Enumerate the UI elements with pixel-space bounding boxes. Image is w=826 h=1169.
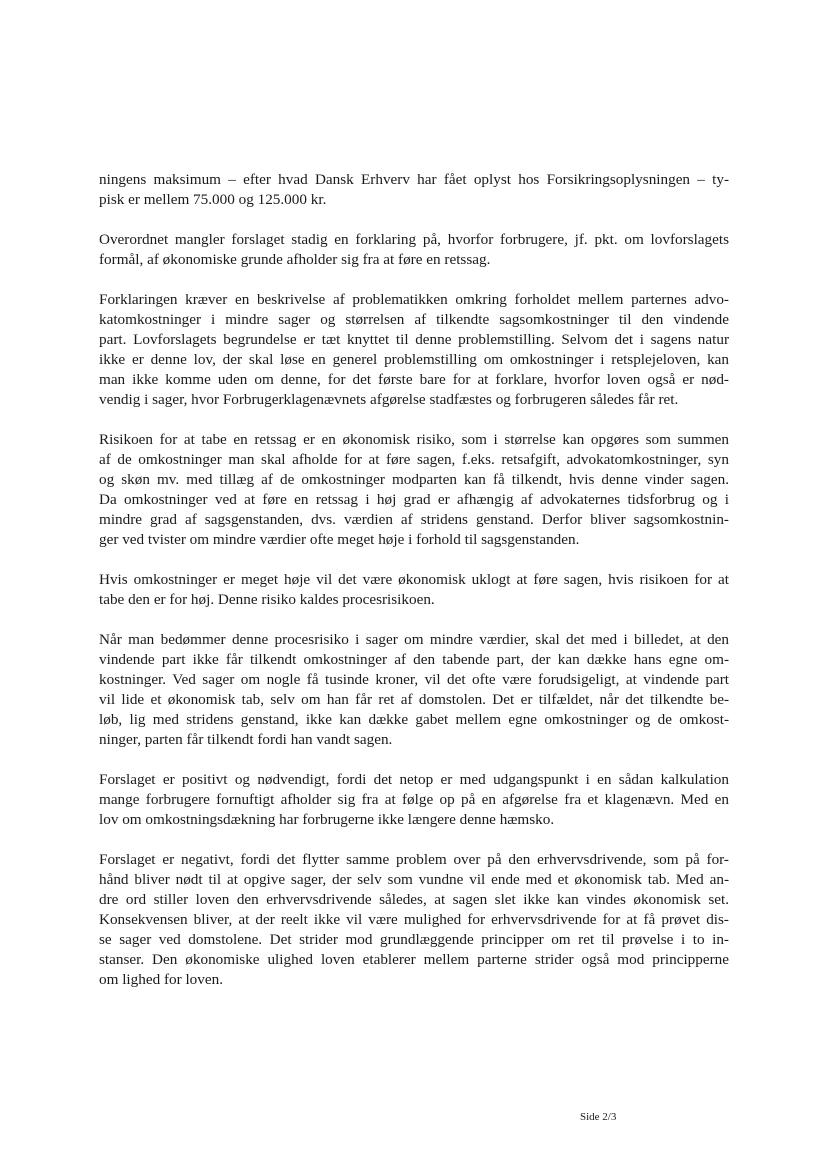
paragraph — [99, 170, 729, 210]
text-line: dre ord stiller loven den erhvervsdrivende således, at sagen slet ikke kan vindes økonomisk set. — [99, 891, 729, 908]
text-line: ger ved tvister om mindre værdier ofte meget høje i forhold til sagsgenstanden. — [99, 531, 580, 548]
text-line: og skøn mv. med tillæg af de omkostninger modparten kan få tilkendt, hvis denne vinder sagen. — [99, 471, 729, 488]
text-line: kostninger. Ved sager om nogle få tusinde kroner, vil det ofte være forudsigeligt, at vindende part — [99, 671, 729, 688]
page-number: Side 2/3 — [580, 1111, 617, 1123]
text-line: Når man bedømmer denne procesrisiko i sager om mindre værdier, skal det med i billedet, at den — [99, 631, 729, 648]
paragraph — [99, 290, 729, 410]
paragraph — [99, 770, 729, 830]
text-line: vindende part ikke får tilkendt omkostninger af den tabende part, der kan dække hans egne om- — [99, 651, 729, 668]
text-line: part. Lovforslagets begrundelse er tæt knyttet til denne problemstilling. Selvom det i sagens natur — [99, 331, 729, 348]
text-line: ninger, parten får tilkendt fordi han vandt sagen. — [99, 731, 393, 748]
paragraph — [99, 430, 729, 550]
paragraph — [99, 630, 729, 750]
text-line: pisk er mellem 75.000 og 125.000 kr. — [99, 191, 327, 208]
text-line: man ikke komme uden om denne, for det første bare for at forklare, hvorfor loven også er nød- — [99, 371, 729, 388]
text-line: Overordnet mangler forslaget stadig en forklaring på, hvorfor forbrugere, jf. pkt. om lovforslagets — [99, 231, 729, 248]
text-line: mindre grad af sagsgenstanden, dvs. værdien af stridens genstand. Derfor bliver sagsomkostnin- — [99, 511, 729, 528]
text-line: Forslaget er positivt og nødvendigt, fordi det netop er med udgangspunkt i en sådan kalkulation — [99, 771, 729, 788]
text-line: Hvis omkostninger er meget høje vil det være økonomisk uklogt at føre sagen, hvis risikoen for at — [99, 571, 729, 588]
text-line: ningens maksimum – efter hvad Dansk Erhverv har fået oplyst hos Forsikringsoplysningen – ty- — [99, 171, 729, 188]
text-line: hånd bliver nødt til at opgive sager, der selv som vundne vil ende med et økonomisk tab. Med an- — [99, 871, 729, 888]
document-body — [99, 170, 729, 1010]
text-line: lov om omkostningsdækning har forbrugerne ikke længere denne hæmsko. — [99, 811, 555, 828]
text-line: om lighed for loven. — [99, 971, 224, 988]
text-line: mange forbrugere fornuftigt afholder sig fra at følge op på en afgørelse fra et klagenævn. Med en — [99, 791, 729, 808]
text-line: stanser. Den økonomiske ulighed loven etablerer mellem parterne strider også mod principperne — [99, 951, 729, 968]
paragraph — [99, 570, 729, 610]
text-line: vil lide et økonomisk tab, selv om han får ret af domstolen. Det er tilfældet, når det tilkendte be- — [99, 691, 729, 708]
text-line: tabe den er for høj. Denne risiko kaldes procesrisikoen. — [99, 591, 435, 608]
text-line: Konsekvensen bliver, at der reelt ikke vil være mulighed for erhvervsdrivende for at få prøvet dis- — [99, 911, 729, 928]
paragraph — [99, 850, 729, 990]
text-line: formål, af økonomiske grunde afholder sig fra at føre en retssag. — [99, 251, 491, 268]
text-line: se sager ved domstolene. Det strider mod grundlæggende principper om ret til prøvelse i to in- — [99, 931, 729, 948]
text-line: af de omkostninger man skal afholde for at føre sagen, f.eks. retsafgift, advokatomkostninger, syn — [99, 451, 729, 468]
paragraph — [99, 230, 729, 270]
text-line: katomkostninger i mindre sager og størrelsen af tilkendte sagsomkostninger til den vindende — [99, 311, 729, 328]
text-line: ikke er denne lov, der skal løse en generel problemstilling om omkostninger i retsplejeloven, kan — [99, 351, 729, 368]
text-line: Da omkostninger ved at føre en retssag i høj grad er afhængig af advokaternes tidsforbrug og i — [99, 491, 729, 508]
text-line: Risikoen for at tabe en retssag er en økonomisk risiko, som i størrelse kan opgøres som summen — [99, 431, 729, 448]
text-line: Forklaringen kræver en beskrivelse af problematikken omkring forholdet mellem parternes advo- — [99, 291, 729, 308]
text-line: løb, lig med stridens genstand, ikke kan dække gabet mellem egne omkostninger og de omkost- — [99, 711, 729, 728]
text-line: Forslaget er negativt, fordi det flytter samme problem over på den erhvervsdrivende, som på for- — [99, 851, 729, 868]
text-line: vendig i sager, hvor Forbrugerklagenævnets afgørelse stadfæstes og forbrugeren således får ret. — [99, 391, 679, 408]
